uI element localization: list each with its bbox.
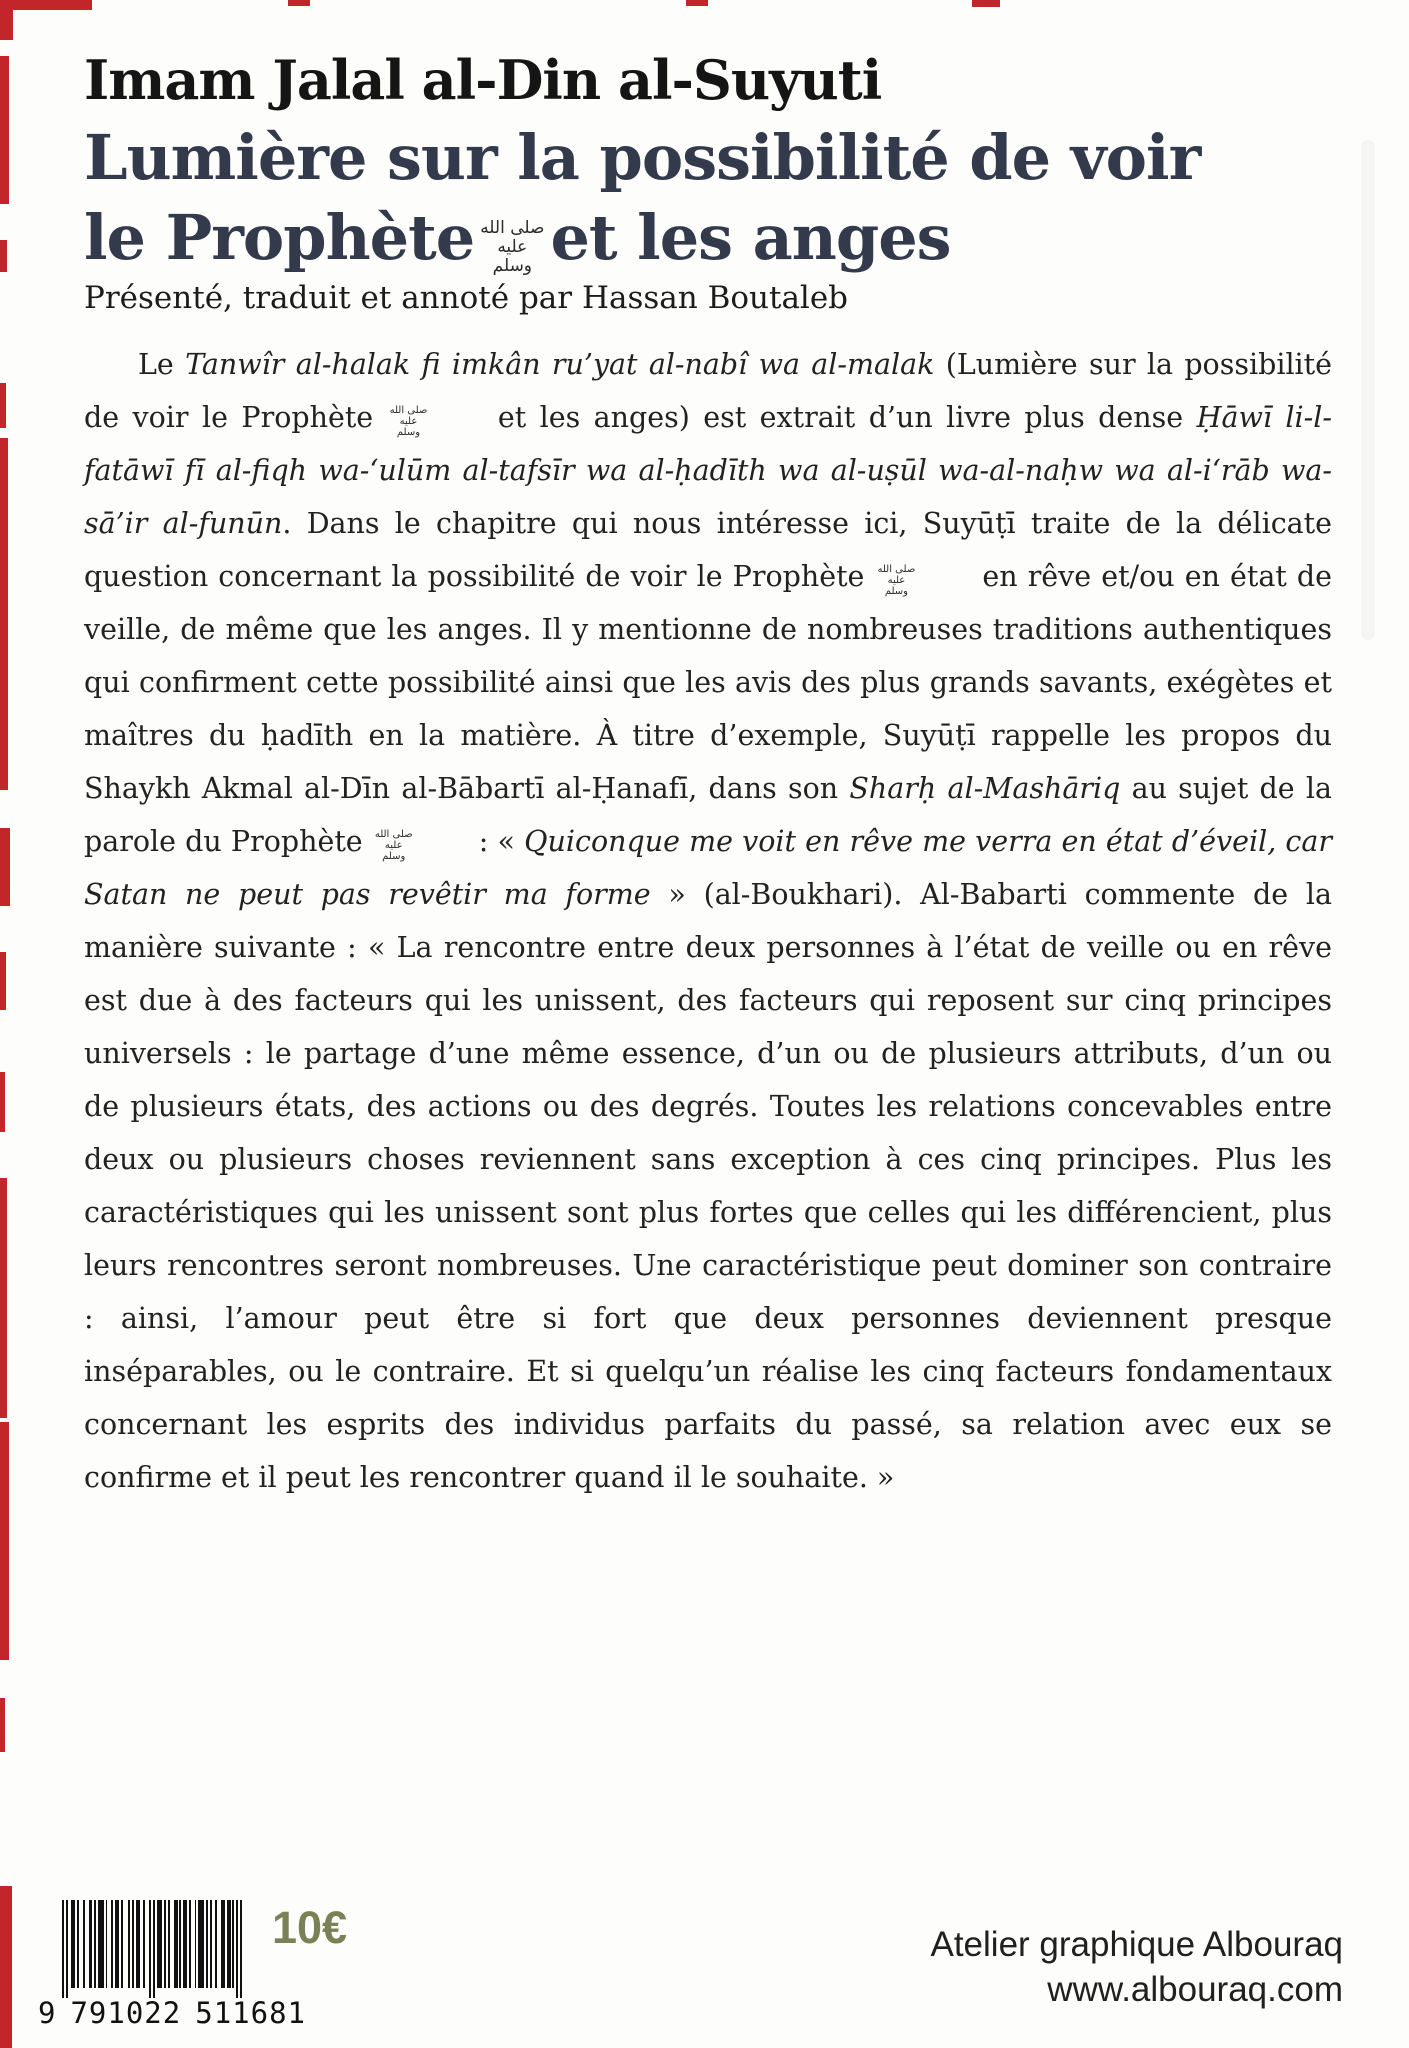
barcode-bar xyxy=(115,1900,119,1988)
saws-honorific-icon: صلى الله عليه وسلم xyxy=(389,405,428,438)
barcode-bar xyxy=(157,1900,163,1988)
title-line-2 xyxy=(84,198,1354,278)
barcode-bar xyxy=(164,1900,166,1988)
barcode-bar xyxy=(198,1900,204,1988)
red-edge-mark xyxy=(0,1422,9,1660)
barcode-bar xyxy=(183,1900,187,1988)
isbn-group-1: 9 xyxy=(38,1996,57,2030)
barcode-bar xyxy=(71,1900,75,1988)
red-edge-mark xyxy=(0,6,13,40)
barcode-bar xyxy=(77,1900,79,1988)
barcode-bar xyxy=(189,1900,191,1988)
barcode-bar xyxy=(149,1900,151,1998)
barcode-bar xyxy=(195,1900,197,1988)
barcode-bar xyxy=(132,1900,134,1988)
red-edge-mark xyxy=(0,1698,5,1752)
scan-shadow xyxy=(1361,140,1375,640)
barcode-bar xyxy=(210,1900,212,1988)
barcode-bar xyxy=(179,1900,181,1988)
barcode-bar xyxy=(168,1900,170,1988)
red-edge-mark xyxy=(0,383,6,428)
barcode-bar xyxy=(206,1900,208,1988)
red-edge-mark xyxy=(0,1886,12,2048)
barcode-bar xyxy=(236,1900,238,1998)
barcode-bar xyxy=(232,1900,234,1988)
title-line-1: Lumière sur la possibilité de voir xyxy=(84,121,1201,194)
isbn-group-2: 791022 xyxy=(70,1996,182,2030)
publisher-name: Atelier graphique Albouraq xyxy=(930,1925,1343,1964)
barcode-bar xyxy=(83,1900,85,1988)
red-edge-mark xyxy=(686,0,708,6)
barcode-bar xyxy=(221,1900,225,1988)
barcode-bar xyxy=(94,1900,96,1988)
barcode-bar xyxy=(111,1900,113,1988)
book-title xyxy=(84,118,1354,278)
barcode-bar xyxy=(215,1900,217,1988)
barcode-bars xyxy=(62,1900,242,1988)
barcode-bar xyxy=(106,1900,108,1988)
red-edge-mark xyxy=(0,438,8,790)
red-edge-mark xyxy=(0,0,92,10)
red-edge-mark xyxy=(972,0,1000,7)
back-cover-text: Le Tanwîr al-halak fi imkân ru’yat al-nabî wa al-malak (Lumière sur la possibilité de voir le Prophète صلى الله عليه وسلم et les anges) est extrait d’un livre plus dense Ḥāwī li-l-fatāwī fī al-fiqh wa-‘ulūm al-tafsīr wa al-ḥadīth wa al-uṣūl wa-al-naḥw wa al-i‘rāb wa-sā’ir al-funūn. Dans le chapitre qui nous intéresse ici, Suyūṭī traite de la délicate question concernant la possibilité de voir le Prophète صلى الله عليه وسلم en rêve et/ou en état de veille, de même que les anges. Il y mentionne de nombreuses traditions authentiques qui confirment cette possibilité ainsi que les avis des plus grands savants, exégètes et maîtres du ḥadīth en la matière. À titre d’exemple, Suyūṭī rappelle les propos du Shaykh Akmal al-Dīn al-Bābartī al-Ḥanafī, dans son Sharḥ al-Mashāriq au sujet de la parole du Prophète صلى الله عليه وسلم : « Quiconque me voit en rêve me verra en état d’éveil, car Satan ne peut pas revêtir ma forme » (al-Boukhari). Al-Babarti commente de la manière suivante : « La rencontre entre deux personnes à l’état de veille ou en rêve est due à des facteurs qui les unissent, des facteurs qui reposent sur cinq principes universels : le partage d’une même essence, d’un ou de plusieurs attributs, d’un ou de plusieurs états, des actions ou des degrés. Toutes les relations concevables entre deux ou plusieurs choses reviennent sans exception à ces cinq principes. Plus les caractéristiques qui les unissent sont plus fortes que celles qui les différencient, plus leurs rencontres seront nombreuses. Une caractéristique peut dominer son contraire : ainsi, l’amour peut être si fort que deux personnes deviennent presque inséparables, ou le contraire. Et si quelqu’un réalise les cinq facteurs fondamentaux concernant les esprits des individus parfaits du passé, sa relation avec eux se confirme et il peut les rencontrer quand il le souhaite. » xyxy=(84,348,1332,1494)
barcode-bar xyxy=(98,1900,104,1988)
barcode-bar xyxy=(128,1900,130,1988)
barcode-bar xyxy=(66,1900,68,1998)
publisher-block xyxy=(930,1922,1343,2012)
title-line-2-pre: le Prophète xyxy=(84,201,475,274)
saws-honorific-icon: صلى الله عليه وسلم xyxy=(374,829,413,862)
red-edge-mark xyxy=(0,828,10,906)
saws-honorific-icon: صلى الله عليه وسلم xyxy=(480,217,545,276)
publisher-website: www.albouraq.com xyxy=(1047,1970,1343,2009)
red-edge-mark xyxy=(0,56,9,204)
barcode-bar xyxy=(121,1900,123,1988)
red-edge-mark xyxy=(0,952,6,1010)
barcode-bar xyxy=(240,1900,242,1998)
price-label: 10€ xyxy=(272,1902,348,1953)
red-edge-mark xyxy=(0,1072,5,1132)
isbn-digits xyxy=(38,1996,306,2030)
barcode-bar xyxy=(136,1900,140,1988)
barcode-bar xyxy=(62,1900,64,1998)
red-edge-mark xyxy=(0,1178,7,1418)
barcode-bar xyxy=(89,1900,93,1988)
barcode-bar xyxy=(143,1900,145,1988)
author-name: Imam Jalal al-Din al-Suyuti xyxy=(84,48,882,112)
translator-credit: Présenté, traduit et annoté par Hassan Boutaleb xyxy=(84,280,849,316)
barcode-bar xyxy=(174,1900,178,1988)
barcode-bar xyxy=(153,1900,155,1998)
red-edge-mark xyxy=(288,0,310,6)
title-line-2-post: et les anges xyxy=(550,201,951,274)
saws-honorific-icon: صلى الله عليه وسلم xyxy=(877,564,916,597)
isbn-group-3: 511681 xyxy=(195,1996,306,2030)
barcode-bar xyxy=(227,1900,231,1988)
red-edge-mark xyxy=(0,240,7,272)
isbn-barcode xyxy=(38,1900,306,2032)
